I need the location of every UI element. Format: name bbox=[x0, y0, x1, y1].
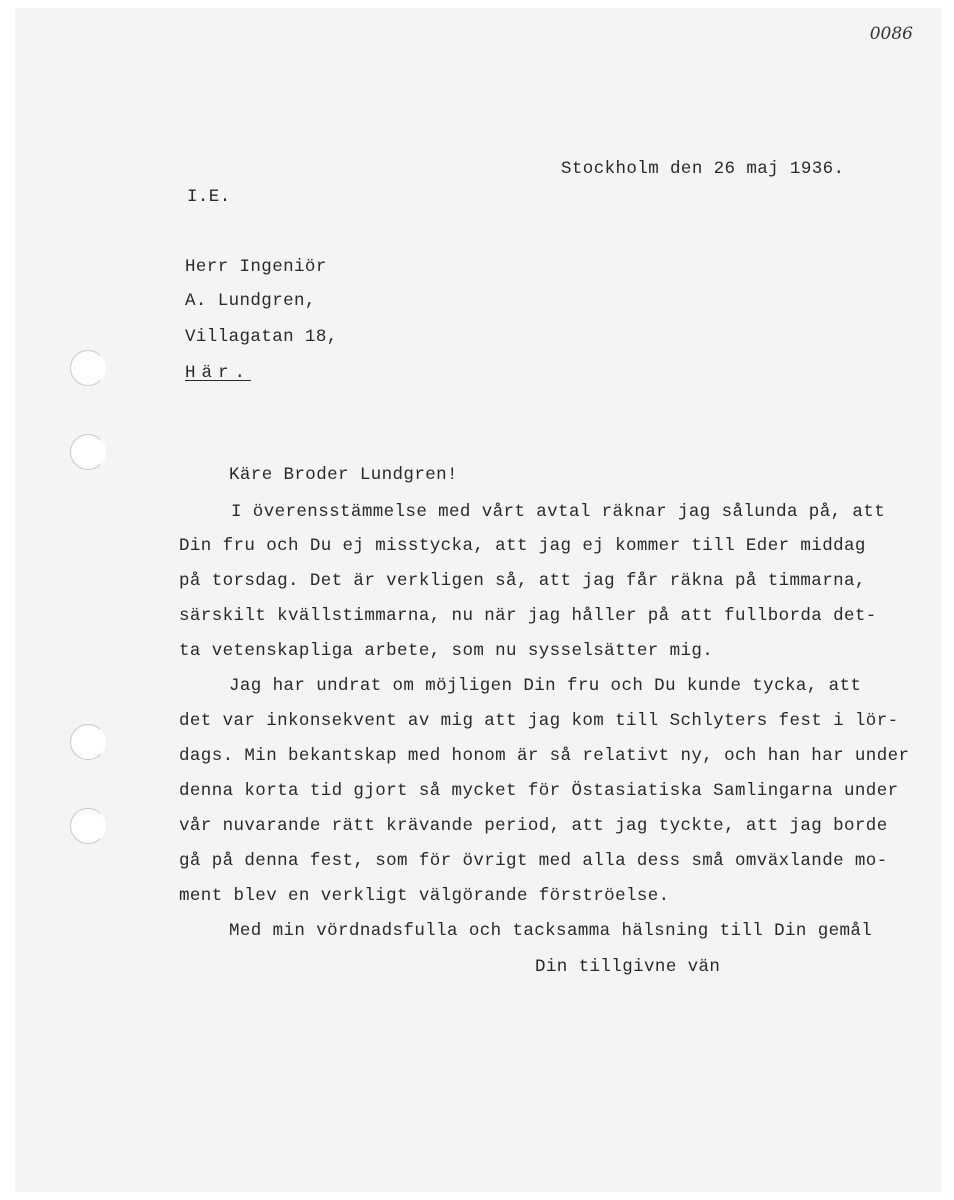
body-line: ta vetenskapliga arbete, som nu sysselsätter mig. bbox=[179, 641, 714, 661]
body-line: ment blev en verkligt välgörande förströelse. bbox=[179, 886, 670, 906]
body-line: Jag har undrat om möjligen Din fru och Du kunde tycka, att bbox=[229, 676, 862, 696]
body-line: dags. Min bekantskap med honom är så relativt ny, och han har under bbox=[179, 746, 910, 766]
body-line: Med min vördnadsfulla och tacksamma hälsning till Din gemål bbox=[229, 921, 873, 941]
recipient-title: Herr Ingeniör bbox=[185, 257, 327, 277]
body-line: gå på denna fest, som för övrigt med alla dess små omväxlande mo- bbox=[179, 851, 888, 871]
body-line: I överensstämmelse med vårt avtal räknar jag sålunda på, att bbox=[231, 502, 886, 522]
body-line: denna korta tid gjort så mycket för Östasiatiska Samlingarna under bbox=[179, 781, 899, 801]
body-line: särskilt kvällstimmarna, nu när jag håller på att fullborda det- bbox=[179, 606, 877, 626]
recipient-street: Villagatan 18, bbox=[185, 327, 338, 347]
body-line: vår nuvarande rätt krävande period, att jag tyckte, att jag borde bbox=[179, 816, 888, 836]
recipient-name: A. Lundgren, bbox=[185, 291, 316, 311]
punch-hole bbox=[70, 808, 106, 844]
archive-number: 0086 bbox=[869, 24, 913, 44]
salutation: Käre Broder Lundgren! bbox=[229, 465, 458, 485]
body-line: på torsdag. Det är verkligen så, att jag får räkna på timmarna, bbox=[179, 571, 866, 591]
reference: I.E. bbox=[187, 187, 231, 207]
place-date: Stockholm den 26 maj 1936. bbox=[561, 159, 845, 179]
body-line: Din fru och Du ej misstycka, att jag ej kommer till Eder middag bbox=[179, 536, 866, 556]
punch-hole bbox=[70, 350, 106, 386]
body-line: det var inkonsekvent av mig att jag kom till Schlyters fest i lör- bbox=[179, 711, 899, 731]
recipient-city: Här. bbox=[185, 363, 252, 383]
punch-hole bbox=[70, 434, 106, 470]
closing: Din tillgivne vän bbox=[535, 957, 721, 977]
punch-hole bbox=[70, 724, 106, 760]
letter-page bbox=[15, 8, 941, 1192]
